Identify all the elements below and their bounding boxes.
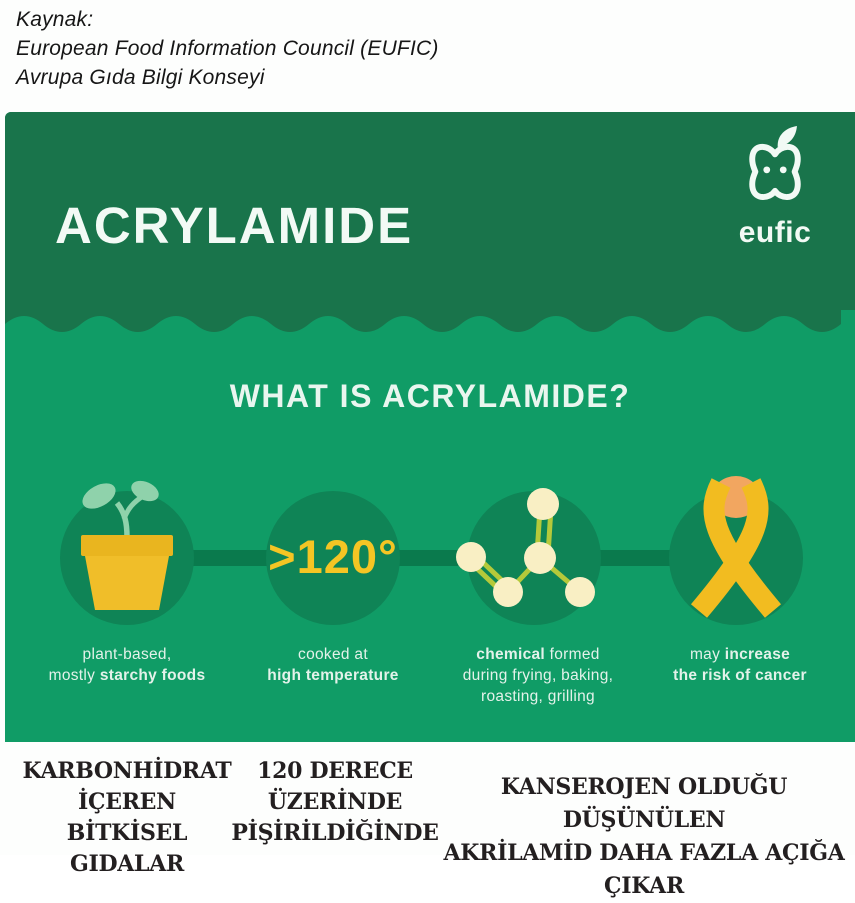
source-note: Kaynak: European Food Information Council (EUFIC) Avrupa Gıda Bilgi Konseyi — [16, 8, 439, 89]
footer-note-center: 120 DERECE ÜZERİNDE PİŞİRİLDİĞİNDE — [231, 758, 439, 846]
footer-note-right: KANSEROJEN OLDUĞU DÜŞÜNÜLEN AKRİLAMİD DAHA FAZLA AÇIĞA ÇIKAR — [443, 774, 845, 899]
step-caption-plant: plant-based, mostly starchy foods — [48, 646, 206, 684]
step-caption-ribbon: may increase the risk of cancer — [673, 646, 807, 684]
wave-divider — [5, 310, 855, 338]
eufic-apple-icon — [743, 124, 807, 212]
section-heading: WHAT IS ACRYLAMIDE? — [229, 378, 631, 414]
molecule-icon — [467, 491, 601, 625]
infographic-card — [5, 112, 855, 742]
eufic-logo — [727, 124, 823, 250]
step-caption-molecule: chemical formed during frying, baking, roasting, grilling — [462, 646, 614, 705]
footer-note-left: KARBONHİDRAT İÇEREN BİTKİSEL GIDALAR — [22, 758, 232, 877]
awareness-ribbon-icon — [669, 477, 803, 617]
infographic-title: ACRYLAMIDE — [55, 197, 414, 254]
step-connector-line — [122, 550, 741, 566]
step-circle-ribbon — [669, 491, 803, 625]
footer-band — [0, 742, 855, 899]
step-circle-temperature — [266, 491, 400, 625]
step-circle-molecule — [467, 491, 601, 625]
potted-plant-icon — [57, 477, 197, 635]
step-circle-plant — [60, 491, 194, 625]
temperature-value: >120° — [268, 529, 398, 583]
step-caption-temperature: cooked at high temperature — [267, 646, 399, 684]
eufic-wordmark: eufic — [738, 216, 812, 249]
